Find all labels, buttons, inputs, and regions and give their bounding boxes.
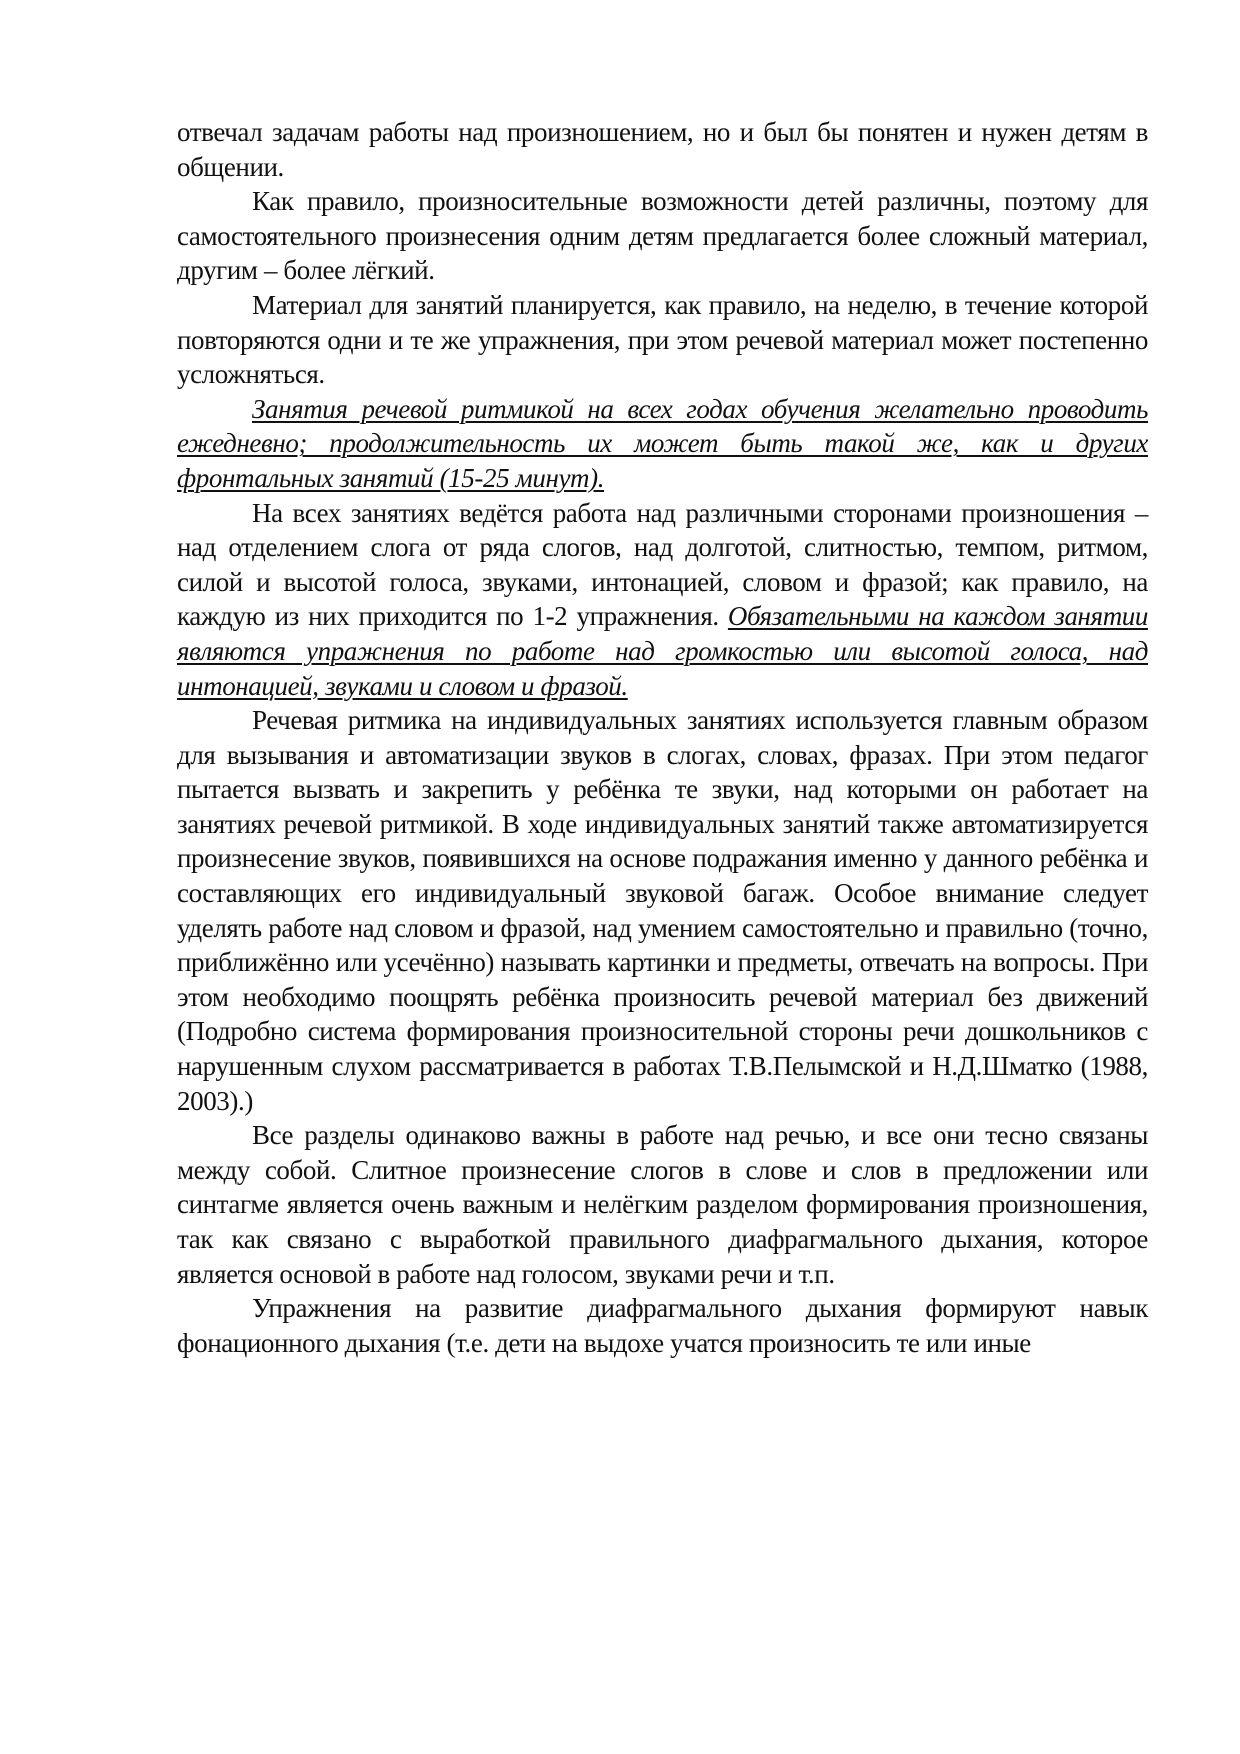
paragraph-8: Упражнения на развитие диафрагмального дыхания формируют навык фонационного дыхания (т.е. дети на выдохе учатся произносить те или иные xyxy=(177,1293,1148,1358)
paragraph-4-emphasized xyxy=(177,392,1148,496)
document-page xyxy=(177,115,1148,1360)
paragraph-1: отвечал задачам работы над произношением, но и был бы понятен и нужен детям в общении. xyxy=(177,117,1148,182)
paragraph-6: Речевая ритмика на индивидуальных занятиях используется главным образом для вызывания и автоматизации звуков в слогах, словах, фразах. При этом педагог пытается вызвать и закрепить у ребёнка те звуки, над которыми он работает на занятиях речевой ритмикой. В ходе индивидуальных занятий также автоматизируется произнесение звуков, появившихся на основе подражания именно у данного ребёнка и составляющих его индивидуальный звуковой багаж. Особое внимание следует уделять работе над словом и фразой, над умением самостоятельно и правильно (точно, приближённо или усечённо) называть картинки и предметы, отвечать на вопросы. При этом необходимо поощрять ребёнка произносить речевой материал без движений (Подробно система формирования произносительной стороны речи дошкольников с нарушенным слухом рассматривается в работах Т.В.Пелымской и Н.Д.Шматко (1988, 2003).) xyxy=(177,705,1148,1116)
paragraph-3: Материал для занятий планируется, как правило, на неделю, в течение которой повторяются одни и те же упражнения, при этом речевой материал может постепенно усложняться. xyxy=(177,289,1148,390)
emphasized-text: Занятия речевой ритмикой на всех годах обучения желательно проводить ежедневно; продолжительность их может быть такой же, как и других фронтальных занятий (15-25 минут). xyxy=(177,393,1148,493)
paragraph-7: Все разделы одинаково важны в работе над речью, и все они тесно связаны между собой. Слитное произнесение слогов в слове и слов в предложении или синтагме является очень важным и нелёгким разделом формирования произношения, так как связано с выработкой правильного диафрагмального дыхания, которое является основой в работе над голосом, звуками речи и т.п. xyxy=(177,1120,1148,1289)
paragraph-text: На всех занятиях ведётся работа над различными сторонами произношения – над отделением слога от ряда слогов, над долготой, слитностью, темпом, ритмом, силой и высотой голоса, звуками, интонацией, словом и фразой; как правило, на каждую из них приходится по 1-2 упражнения. xyxy=(177,497,1148,632)
paragraph-5 xyxy=(177,496,1148,704)
emphasized-text: Обязательными на каждом занятии являются упражнения по работе над громкостью или высотой голоса, над интонацией, звуками и словом и фразой. xyxy=(177,601,1148,701)
paragraph-2: Как правило, произносительные возможности детей различны, поэтому для самостоятельного произнесения одним детям предлагается более сложный материал, другим – более лёгкий. xyxy=(177,186,1148,286)
